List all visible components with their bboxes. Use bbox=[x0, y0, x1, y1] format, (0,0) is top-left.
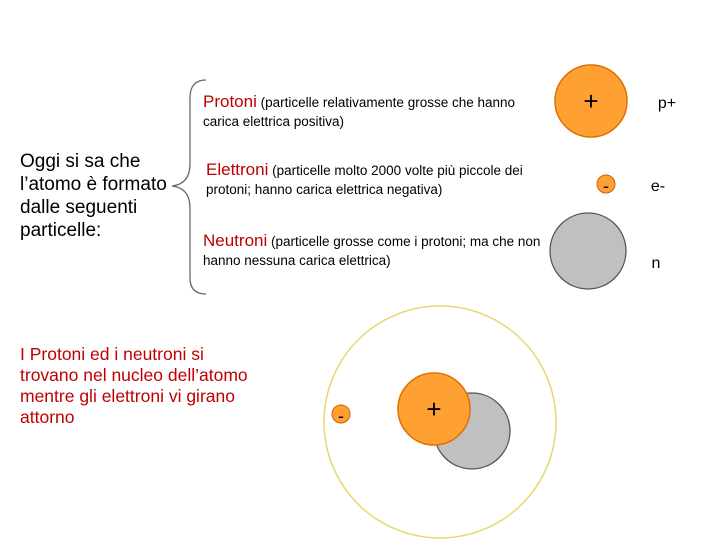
nucleus-proton-sign: + bbox=[426, 394, 442, 424]
proton-symbol: p+ bbox=[657, 95, 677, 112]
neutron-term: Neutroni bbox=[203, 231, 268, 250]
proton-term: Protoni bbox=[203, 92, 257, 111]
neutron-desc: (particelle grosse come i protoni; ma che non hanno nessuna carica elettrica) bbox=[203, 234, 541, 268]
electron-circle bbox=[597, 175, 615, 196]
neutron-circle bbox=[550, 213, 626, 289]
electron-symbol: e- bbox=[650, 178, 666, 195]
intro-text: Oggi si sa che l’atomo è formato dalle seguenti particelle: bbox=[20, 151, 167, 241]
proton-desc: (particelle relativamente grosse che hanno carica elettrica positiva) bbox=[203, 95, 516, 129]
nucleus-explanation: I Protoni ed i neutroni si trovano nel nucleo dell’atomo mentre gli elettroni vi girano attorno bbox=[20, 344, 248, 427]
neutron-symbol: n bbox=[651, 255, 661, 272]
proton-circle bbox=[555, 65, 627, 137]
orbit-electron-sign: - bbox=[338, 406, 344, 426]
electron-sign: - bbox=[603, 176, 609, 196]
electron-desc: (particelle molto 2000 volte più piccole dei protoni; hanno carica elettrica negativa) bbox=[206, 163, 523, 197]
electron-term: Elettroni bbox=[206, 160, 269, 179]
atom-model bbox=[324, 306, 556, 538]
proton-sign: + bbox=[583, 86, 599, 116]
